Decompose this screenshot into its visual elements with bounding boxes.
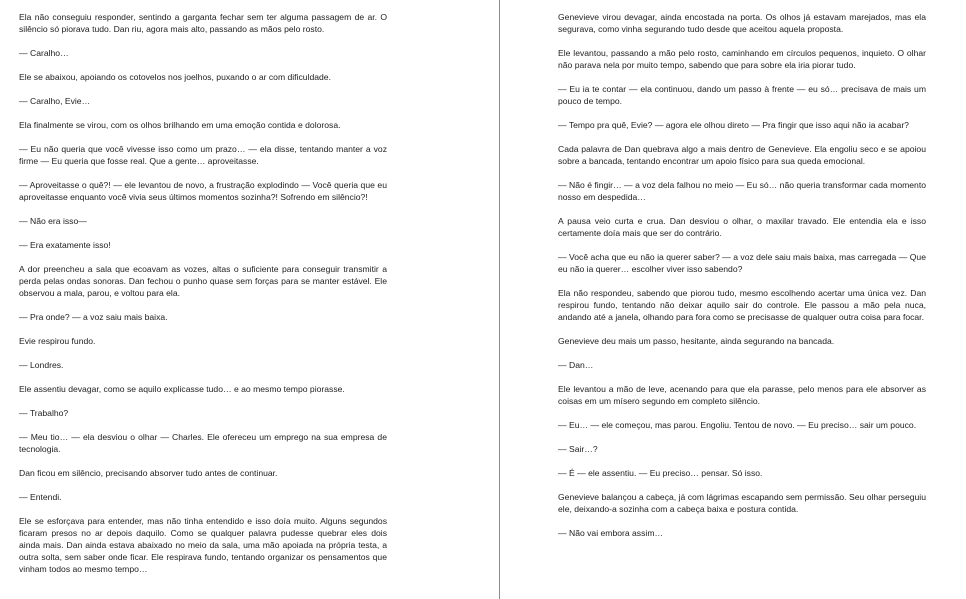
- paragraph: — Caralho, Evie…: [19, 96, 91, 106]
- paragraph: — Eu ia te contar — ela continuou, dando um passo à frente — eu só… precisava de mais um pouco de tempo.: [558, 84, 926, 106]
- paragraph: — Não era isso—: [19, 216, 87, 226]
- paragraph: — Meu tio… — ela desviou o olhar — Charles. Ele ofereceu um emprego na sua empresa de tecnologia.: [19, 432, 387, 454]
- paragraph: Ele levantou a mão de leve, acenando para que ela parasse, pelo menos para ele absorver as coisas em um mísero segundo em completo silêncio.: [558, 384, 926, 406]
- paragraph: Ele assentiu devagar, como se aquilo explicasse tudo… e ao mesmo tempo piorasse.: [19, 384, 345, 394]
- page-divider: [499, 0, 500, 599]
- paragraph: Cada palavra de Dan quebrava algo a mais dentro de Genevieve. Ela engoliu seco e se apoiou sobre a bancada, tentando encontrar um apoio físico para sua queda emocional.: [558, 144, 926, 166]
- paragraph: Dan ficou em silêncio, precisando absorver tudo antes de continuar.: [19, 468, 278, 478]
- paragraph: Ele levantou, passando a mão pelo rosto, caminhando em círculos pequenos, inquieto. O olhar não parava nela por muito tempo, sabendo que para sobre ela iria piorar tudo.: [558, 48, 926, 70]
- left-page: [19, 11, 387, 587]
- paragraph: — Você acha que eu não ia querer saber? — a voz dele saiu mais baixa, mas carregada — Que eu não ia querer… escolher viver isso sabendo?: [558, 252, 926, 274]
- paragraph: Ele se abaixou, apoiando os cotovelos nos joelhos, puxando o ar com dificuldade.: [19, 72, 331, 82]
- paragraph: — Eu não queria que você vivesse isso como um prazo… — ela disse, tentando manter a voz firme — Eu queria que fosse real. Que a gente… aproveitasse.: [19, 144, 387, 166]
- paragraph: — Dan…: [558, 360, 594, 370]
- paragraph: Genevieve virou devagar, ainda encostada na porta. Os olhos já estavam marejados, mas ela segurava, como vinha segurando tudo desde que aceitou aquela proposta.: [558, 12, 926, 34]
- paragraph: Ela não conseguiu responder, sentindo a garganta fechar sem ter alguma passagem de ar. O silêncio só piorava tudo. Dan riu, agora mais alto, passando as mãos pelo rosto.: [19, 12, 387, 34]
- paragraph: — Trabalho?: [19, 408, 69, 418]
- paragraph: A dor preencheu a sala que ecoavam as vozes, altas o suficiente para conseguir transmitir a perda pelas ondas sonoras. Dan fechou o punho quase sem forças para se manter estável. Ele observou a mala, parou, e voltou para ela.: [19, 264, 387, 298]
- paragraph: — Não é fingir… — a voz dela falhou no meio — Eu só… não queria transformar cada momento nosso em despedida…: [558, 180, 926, 202]
- paragraph: — Londres.: [19, 360, 64, 370]
- paragraph: — Sair…?: [558, 444, 598, 454]
- paragraph: Ele se esforçava para entender, mas não tinha entendido e isso doía muito. Alguns segundos ficaram presos no ar depois daquilo. Como se qualquer palavra pudesse quebrar eles dois ainda mais. Dan ainda estava abaixado no meio da sala, uma mão apoiada na própria testa, a outra solta, sem saber onde ficar. Ele respirava fundo, tentando organizar os pensamentos que vinham todos ao mesmo tempo…: [19, 516, 387, 574]
- paragraph: Genevieve balançou a cabeça, já com lágrimas escapando sem permissão. Seu olhar perseguiu ele, deixando-a sozinha com a cabeça baixa e postura contida.: [558, 492, 926, 514]
- paragraph: Ela finalmente se virou, com os olhos brilhando em uma emoção contida e dolorosa.: [19, 120, 341, 130]
- paragraph: — É — ele assentiu. — Eu preciso… pensar. Só isso.: [558, 468, 763, 478]
- paragraph: A pausa veio curta e crua. Dan desviou o olhar, o maxilar travado. Ele entendia ela e isso certamente doía mais que ser do contrário.: [558, 216, 926, 238]
- paragraph: — Entendi.: [19, 492, 62, 502]
- paragraph: Evie respirou fundo.: [19, 336, 96, 346]
- paragraph: — Pra onde? — a voz saiu mais baixa.: [19, 312, 168, 322]
- paragraph: Genevieve deu mais um passo, hesitante, ainda segurando na bancada.: [558, 336, 835, 346]
- paragraph: — Era exatamente isso!: [19, 240, 111, 250]
- paragraph: — Tempo pra quê, Evie? — agora ele olhou direto — Pra fingir que isso aqui não ia acabar?: [558, 120, 909, 130]
- paragraph: — Aproveitasse o quê?! — ele levantou de novo, a frustração explodindo — Você queria que eu aproveitasse enquanto você vivia seus últimos momentos sozinha?! Sofrendo em silêncio?!: [19, 180, 387, 202]
- paragraph: Ela não respondeu, sabendo que piorou tudo, mesmo escolhendo acertar uma única vez. Dan respirou fundo, tentando não deixar aquilo sair do controle. Ele passou a mão pela nuca, andando até a janela, olhando para fora como se precisasse de qualquer outra coisa para focar.: [558, 288, 926, 322]
- right-page: [558, 11, 926, 551]
- paragraph: — Caralho…: [19, 48, 69, 58]
- paragraph: — Não vai embora assim…: [558, 528, 664, 538]
- paragraph: — Eu… — ele começou, mas parou. Engoliu. Tentou de novo. — Eu preciso… sair um pouco.: [558, 420, 917, 430]
